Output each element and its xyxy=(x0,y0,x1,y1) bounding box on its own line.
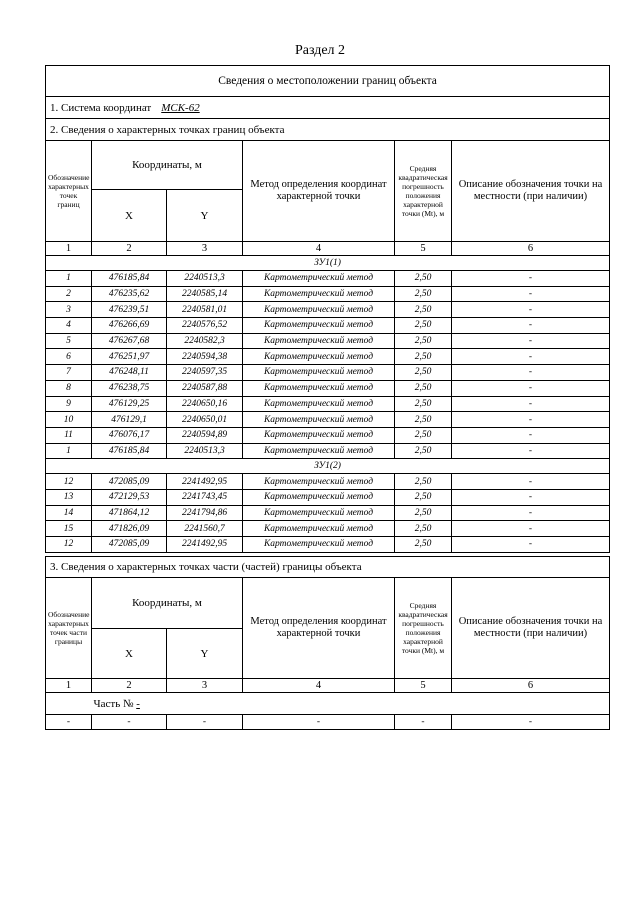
precision-cell: 2,50 xyxy=(395,349,452,365)
point-number: 2 xyxy=(46,286,92,302)
description-cell: - xyxy=(452,349,610,365)
col-number: 1 xyxy=(46,679,92,693)
header-y-part: Y xyxy=(167,629,243,679)
precision-cell: 2,50 xyxy=(395,365,452,381)
table-title: Сведения о местоположении границ объекта xyxy=(46,66,610,97)
table-row xyxy=(46,365,610,381)
header-designation-part: Обозначение характерных точек части границы xyxy=(46,578,92,679)
group-row xyxy=(46,459,610,474)
table-row xyxy=(46,271,610,287)
method-cell: Картометрический метод xyxy=(243,365,395,381)
header-designation: Обозначение характерных точек границ xyxy=(46,141,92,242)
table-row xyxy=(46,474,610,490)
point-number: 12 xyxy=(46,474,92,490)
method-cell: Картометрический метод xyxy=(243,349,395,365)
precision-cell: 2,50 xyxy=(395,412,452,428)
precision-cell: 2,50 xyxy=(395,474,452,490)
coord-y: 2240581,01 xyxy=(167,302,243,318)
coord-x: 476185,84 xyxy=(92,271,167,287)
header-x: X xyxy=(92,190,167,242)
precision-cell: 2,50 xyxy=(395,286,452,302)
precision-cell: 2,50 xyxy=(395,505,452,521)
group-row xyxy=(46,256,610,271)
part-number-label: Часть № xyxy=(93,697,134,710)
precision-cell: 2,50 xyxy=(395,396,452,412)
point-number: 10 xyxy=(46,412,92,428)
method-cell: Картометрический метод xyxy=(243,521,395,537)
coord-x: 476185,84 xyxy=(92,443,167,459)
points-body xyxy=(46,256,610,553)
table-row xyxy=(46,443,610,459)
method-cell: Картометрический метод xyxy=(243,380,395,396)
section3-title: 3. Сведения о характерных точках части (частей) границы объекта xyxy=(46,557,610,578)
method-cell: Картометрический метод xyxy=(243,286,395,302)
description-cell: - xyxy=(452,286,610,302)
method-cell: Картометрический метод xyxy=(243,333,395,349)
coord-x: 476267,68 xyxy=(92,333,167,349)
description-cell: - xyxy=(452,333,610,349)
table-row xyxy=(46,333,610,349)
header-method: Метод определения координат характерной точки xyxy=(243,141,395,242)
coord-x: 472085,09 xyxy=(92,474,167,490)
col-number: 3 xyxy=(167,679,243,693)
col-number: 6 xyxy=(452,679,610,693)
point-number: 8 xyxy=(46,380,92,396)
method-cell: Картометрический метод xyxy=(243,489,395,505)
coord-system-row xyxy=(46,97,610,119)
method-cell: Картометрический метод xyxy=(243,271,395,287)
coord-x: 476129,1 xyxy=(92,412,167,428)
precision-cell: 2,50 xyxy=(395,333,452,349)
precision-cell: 2,50 xyxy=(395,521,452,537)
description-cell: - xyxy=(452,380,610,396)
table-row xyxy=(46,380,610,396)
description-cell: - xyxy=(452,537,610,553)
table-row xyxy=(46,427,610,443)
part-boundary-table xyxy=(45,556,610,730)
point-number: 14 xyxy=(46,505,92,521)
precision-cell: 2,50 xyxy=(395,318,452,334)
point-number: 11 xyxy=(46,427,92,443)
part-number-value: - xyxy=(136,697,140,710)
header-y: Y xyxy=(167,190,243,242)
coord-x: 471864,12 xyxy=(92,505,167,521)
header-precision-part: Средняя квадратическая погрешность положения характерной точки (Mt), м xyxy=(395,578,452,679)
group-name: ЗУ1(1) xyxy=(46,256,610,271)
header-coords: Координаты, м xyxy=(92,141,243,190)
method-cell: Картометрический метод xyxy=(243,318,395,334)
coord-y: 2241492,95 xyxy=(167,537,243,553)
coord-x: 476238,75 xyxy=(92,380,167,396)
table-row xyxy=(46,489,610,505)
description-cell: - xyxy=(452,489,610,505)
col-number: 5 xyxy=(395,242,452,256)
coord-x: 476235,62 xyxy=(92,286,167,302)
coord-x: 476129,25 xyxy=(92,396,167,412)
table-row xyxy=(46,505,610,521)
description-cell: - xyxy=(452,318,610,334)
empty-cell: - xyxy=(452,715,610,730)
point-number: 1 xyxy=(46,443,92,459)
coord-y: 2240650,16 xyxy=(167,396,243,412)
method-cell: Картометрический метод xyxy=(243,427,395,443)
coord-x: 472129,53 xyxy=(92,489,167,505)
coord-y: 2240582,3 xyxy=(167,333,243,349)
precision-cell: 2,50 xyxy=(395,271,452,287)
col-number: 2 xyxy=(92,679,167,693)
coord-system-value: МСК-62 xyxy=(161,101,200,114)
page-title: Раздел 2 xyxy=(294,43,346,58)
coord-x: 471826,09 xyxy=(92,521,167,537)
precision-cell: 2,50 xyxy=(395,443,452,459)
coord-y: 2240597,35 xyxy=(167,365,243,381)
table-row xyxy=(46,521,610,537)
table-row xyxy=(46,349,610,365)
coord-y: 2240587,88 xyxy=(167,380,243,396)
description-cell: - xyxy=(452,521,610,537)
point-number: 9 xyxy=(46,396,92,412)
header-description-part: Описание обозначения точки на местности (при наличии) xyxy=(452,578,610,679)
precision-cell: 2,50 xyxy=(395,427,452,443)
section2-title: 2. Сведения о характерных точках границ объекта xyxy=(46,119,610,141)
empty-cell: - xyxy=(395,715,452,730)
coord-x: 476076,17 xyxy=(92,427,167,443)
boundary-table xyxy=(45,65,610,553)
empty-cell: - xyxy=(243,715,395,730)
coord-y: 2241560,7 xyxy=(167,521,243,537)
table-row xyxy=(46,537,610,553)
coord-y: 2240585,14 xyxy=(167,286,243,302)
col-number: 3 xyxy=(167,242,243,256)
description-cell: - xyxy=(452,396,610,412)
coord-x: 476251,97 xyxy=(92,349,167,365)
point-number: 1 xyxy=(46,271,92,287)
empty-cell: - xyxy=(167,715,243,730)
col-number: 4 xyxy=(243,679,395,693)
coord-x: 472085,09 xyxy=(92,537,167,553)
point-number: 3 xyxy=(46,302,92,318)
part-number-row xyxy=(92,693,610,715)
point-number: 12 xyxy=(46,537,92,553)
method-cell: Картометрический метод xyxy=(243,302,395,318)
coord-x: 476239,51 xyxy=(92,302,167,318)
header-method-part: Метод определения координат характерной точки xyxy=(243,578,395,679)
table-row xyxy=(46,302,610,318)
col-number: 5 xyxy=(395,679,452,693)
description-cell: - xyxy=(452,505,610,521)
coord-y: 2240650,01 xyxy=(167,412,243,428)
description-cell: - xyxy=(452,302,610,318)
col-number: 2 xyxy=(92,242,167,256)
coord-x: 476248,11 xyxy=(92,365,167,381)
point-number: 4 xyxy=(46,318,92,334)
empty-cell: - xyxy=(46,715,92,730)
table-row xyxy=(46,396,610,412)
coord-y: 2240594,89 xyxy=(167,427,243,443)
method-cell: Картометрический метод xyxy=(243,443,395,459)
method-cell: Картометрический метод xyxy=(243,505,395,521)
empty-cell: - xyxy=(92,715,167,730)
method-cell: Картометрический метод xyxy=(243,474,395,490)
method-cell: Картометрический метод xyxy=(243,412,395,428)
coord-y: 2241794,86 xyxy=(167,505,243,521)
coord-x: 476266,69 xyxy=(92,318,167,334)
group-name: ЗУ1(2) xyxy=(46,459,610,474)
description-cell: - xyxy=(452,427,610,443)
table-row xyxy=(46,286,610,302)
table-row xyxy=(46,318,610,334)
table-row xyxy=(46,412,610,428)
description-cell: - xyxy=(452,412,610,428)
precision-cell: 2,50 xyxy=(395,380,452,396)
point-number: 15 xyxy=(46,521,92,537)
coord-system-label: 1. Система координат xyxy=(50,101,152,114)
precision-cell: 2,50 xyxy=(395,489,452,505)
description-cell: - xyxy=(452,474,610,490)
point-number: 7 xyxy=(46,365,92,381)
description-cell: - xyxy=(452,443,610,459)
coord-y: 2241492,95 xyxy=(167,474,243,490)
description-cell: - xyxy=(452,365,610,381)
method-cell: Картометрический метод xyxy=(243,396,395,412)
coord-y: 2240576,52 xyxy=(167,318,243,334)
point-number: 5 xyxy=(46,333,92,349)
description-cell: - xyxy=(452,271,610,287)
coord-y: 2240513,3 xyxy=(167,443,243,459)
precision-cell: 2,50 xyxy=(395,537,452,553)
coord-y: 2240594,38 xyxy=(167,349,243,365)
precision-cell: 2,50 xyxy=(395,302,452,318)
method-cell: Картометрический метод xyxy=(243,537,395,553)
col-number: 4 xyxy=(243,242,395,256)
header-description: Описание обозначения точки на местности (при наличии) xyxy=(452,141,610,242)
header-x-part: X xyxy=(92,629,167,679)
coord-y: 2241743,45 xyxy=(167,489,243,505)
coord-y: 2240513,3 xyxy=(167,271,243,287)
point-number: 6 xyxy=(46,349,92,365)
col-number: 6 xyxy=(452,242,610,256)
point-number: 13 xyxy=(46,489,92,505)
header-precision: Средняя квадратическая погрешность положения характерной точки (Mt), м xyxy=(395,141,452,242)
col-number: 1 xyxy=(46,242,92,256)
header-coords-part: Координаты, м xyxy=(92,578,243,629)
